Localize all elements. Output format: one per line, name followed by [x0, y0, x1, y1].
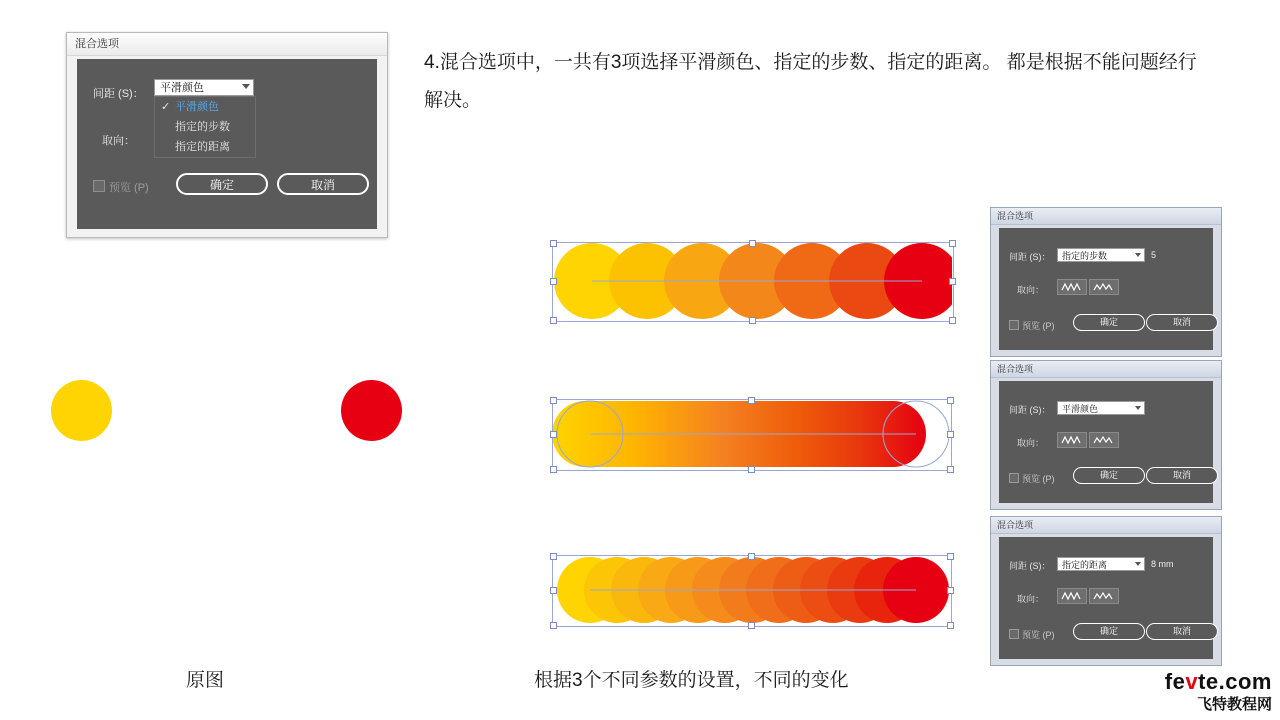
preview-checkbox[interactable]	[1009, 472, 1055, 485]
checkbox-icon[interactable]	[93, 180, 105, 192]
original-red-circle	[341, 380, 402, 441]
selection-handle[interactable]	[748, 622, 755, 629]
preview-label: 预览 (P)	[109, 182, 149, 194]
spacing-label: 间距 (S)：	[93, 88, 144, 100]
selection-handle[interactable]	[947, 466, 954, 473]
selection-handle[interactable]	[949, 278, 956, 285]
selection-handle[interactable]	[550, 317, 557, 324]
spacing-select-value: 平滑颜色	[1062, 404, 1099, 414]
spacing-label: 间距 (S)：	[1009, 252, 1051, 262]
dialog-title: 混合选项	[67, 33, 387, 56]
preview-label: 预览 (P)	[1022, 630, 1055, 640]
selection-handle[interactable]	[550, 466, 557, 473]
spacing-select-value: 指定的步数	[1062, 251, 1108, 261]
cancel-button[interactable]: 取消	[277, 173, 369, 195]
blend-options-dialog-smooth[interactable]	[990, 360, 1222, 510]
preview-checkbox[interactable]	[1009, 319, 1055, 332]
spacing-select[interactable]	[1057, 248, 1145, 262]
orientation-label: 取向：	[1017, 285, 1045, 295]
cancel-button[interactable]: 取消	[1146, 623, 1218, 640]
dialog-body	[999, 537, 1213, 659]
selection-handle[interactable]	[550, 587, 557, 594]
ok-button[interactable]: 确定	[176, 173, 268, 195]
chevron-down-icon	[1135, 562, 1141, 566]
orientation-align-page-icon[interactable]	[1057, 588, 1087, 604]
caption-original: 原图	[186, 670, 225, 691]
chevron-down-icon	[1135, 253, 1141, 257]
selection-handle[interactable]	[947, 397, 954, 404]
chevron-down-icon	[242, 84, 250, 89]
orientation-align-path-icon[interactable]	[1089, 588, 1119, 604]
watermark-subtitle: 飞特教程网	[1196, 696, 1272, 713]
selection-handle[interactable]	[748, 553, 755, 560]
dialog-title: 混合选项	[991, 517, 1221, 534]
distance-value[interactable]: 8 mm	[1151, 559, 1174, 569]
selection-handle[interactable]	[550, 278, 557, 285]
orientation-align-page-icon[interactable]	[1057, 279, 1087, 295]
watermark	[1165, 669, 1272, 714]
selection-bounds[interactable]	[552, 399, 952, 471]
spacing-select[interactable]	[1057, 401, 1145, 415]
orientation-label: 取向：	[102, 135, 135, 147]
ok-button[interactable]: 确定	[1073, 467, 1145, 484]
preview-checkbox[interactable]	[93, 179, 149, 195]
selection-bounds[interactable]	[552, 555, 952, 627]
original-yellow-circle	[51, 380, 112, 441]
selection-handle[interactable]	[749, 240, 756, 247]
cancel-button[interactable]: 取消	[1146, 467, 1218, 484]
dialog-body	[77, 59, 377, 229]
selection-handle[interactable]	[949, 240, 956, 247]
blend-row-smooth-color	[526, 393, 952, 477]
blend-options-dialog-distance[interactable]	[990, 516, 1222, 666]
orientation-align-path-icon[interactable]	[1089, 432, 1119, 448]
chevron-down-icon	[1135, 406, 1141, 410]
selection-handle[interactable]	[550, 240, 557, 247]
ok-button[interactable]: 确定	[1073, 314, 1145, 331]
orientation-label: 取向：	[1017, 594, 1045, 604]
spacing-select[interactable]	[154, 79, 254, 96]
selection-handle[interactable]	[947, 587, 954, 594]
steps-value[interactable]: 5	[1151, 250, 1157, 260]
watermark-site	[1165, 669, 1272, 695]
spacing-select-value: 指定的距离	[1062, 560, 1108, 570]
checkbox-icon[interactable]	[1009, 629, 1019, 639]
selection-handle[interactable]	[749, 317, 756, 324]
selection-handle[interactable]	[949, 317, 956, 324]
spacing-select[interactable]	[1057, 557, 1145, 571]
spacing-select-value: 平滑颜色	[160, 82, 204, 94]
dropdown-option-smooth-color[interactable]: ✓ 平滑颜色	[155, 97, 255, 117]
dialog-title: 混合选项	[991, 361, 1221, 378]
orientation-align-page-icon[interactable]	[1057, 432, 1087, 448]
blend-options-dialog[interactable]	[66, 32, 388, 238]
orientation-label: 取向：	[1017, 438, 1045, 448]
blend-options-dialog-steps[interactable]	[990, 207, 1222, 357]
preview-checkbox[interactable]	[1009, 628, 1055, 641]
instruction-paragraph: 4.混合选项中，一共有3项选择平滑颜色、指定的步数、指定的距离。 都是根据不能问题经行解决。	[424, 52, 1197, 111]
dialog-body	[999, 381, 1213, 503]
selection-handle[interactable]	[550, 553, 557, 560]
preview-label: 预览 (P)	[1022, 474, 1055, 484]
selection-handle[interactable]	[550, 397, 557, 404]
selection-handle[interactable]	[947, 553, 954, 560]
caption-variations: 根据3个不同参数的设置，不同的变化	[534, 670, 849, 691]
selection-handle[interactable]	[947, 431, 954, 438]
checkbox-icon[interactable]	[1009, 320, 1019, 330]
selection-handle[interactable]	[550, 431, 557, 438]
checkbox-icon[interactable]	[1009, 473, 1019, 483]
selection-bounds[interactable]	[552, 242, 954, 322]
blend-row-specified-steps	[526, 240, 952, 322]
cancel-button[interactable]: 取消	[1146, 314, 1218, 331]
spacing-label: 间距 (S)：	[1009, 405, 1051, 415]
ok-button[interactable]: 确定	[1073, 623, 1145, 640]
dropdown-option-specified-distance[interactable]: 指定的距离	[175, 141, 230, 153]
blend-row-specified-distance	[526, 548, 952, 632]
dropdown-option-specified-steps[interactable]: 指定的步数	[175, 121, 230, 133]
preview-label: 预览 (P)	[1022, 321, 1055, 331]
selection-handle[interactable]	[550, 622, 557, 629]
watermark-site-a: fe	[1164, 669, 1186, 694]
dialog-body	[999, 228, 1213, 350]
spacing-dropdown-list[interactable]	[154, 96, 256, 158]
watermark-site-b: v	[1185, 669, 1199, 694]
selection-handle[interactable]	[748, 466, 755, 473]
dialog-title: 混合选项	[991, 208, 1221, 225]
spacing-label: 间距 (S)：	[1009, 561, 1051, 571]
watermark-site-c: te.com	[1198, 669, 1272, 694]
orientation-align-path-icon[interactable]	[1089, 279, 1119, 295]
selection-handle[interactable]	[947, 622, 954, 629]
selection-handle[interactable]	[748, 397, 755, 404]
